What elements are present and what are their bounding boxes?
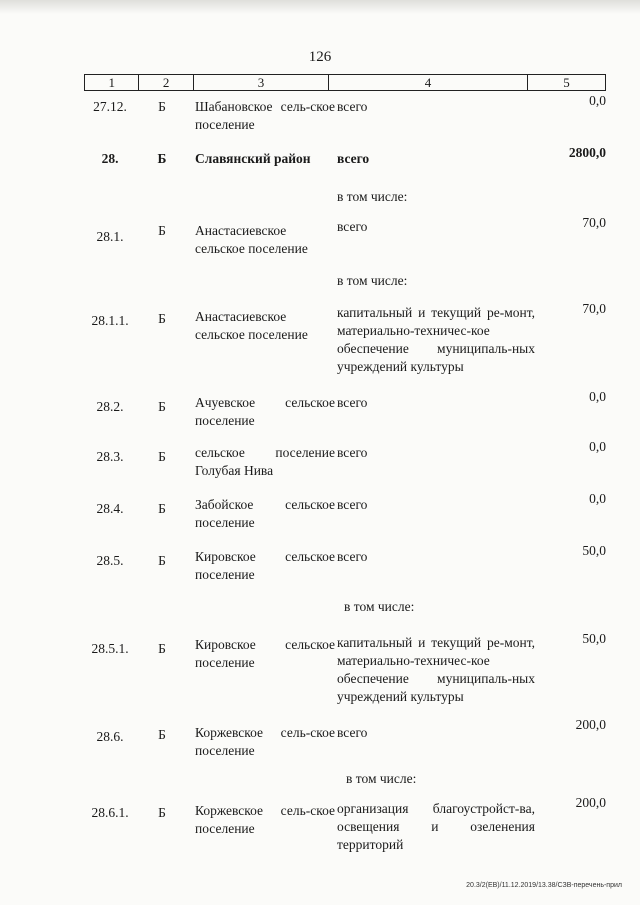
row-amount: 0,0 (589, 491, 606, 506)
subtitle: в том числе: (344, 599, 415, 614)
row-amount: 0,0 (589, 439, 606, 454)
row-code: Б (158, 805, 166, 820)
row-purpose: всего (337, 151, 370, 166)
row-purpose: всего (337, 219, 368, 234)
scan-edge (0, 0, 640, 14)
row-code: Б (158, 727, 166, 742)
row-amount: 2800,0 (568, 145, 606, 160)
row-number: 28.6. (96, 729, 124, 744)
row-name: Ачуевское сельское поселение (195, 395, 335, 428)
column-header-2: 2 (139, 75, 193, 91)
row-purpose: всего (337, 445, 368, 460)
footer-code: 20.3/2(ЕВ)/11.12.2019/13.38/СЗВ-перечень-прил (466, 882, 622, 889)
subtitle: в том числе: (346, 771, 417, 786)
row-code: Б (158, 223, 166, 238)
row-code: Б (158, 641, 166, 656)
row-number: 28.1.1. (91, 313, 129, 328)
header-divider (84, 90, 606, 91)
row-name: Забойское сельское поселение (195, 497, 335, 530)
row-code: Б (158, 399, 166, 414)
column-header-5: 5 (563, 75, 570, 90)
row-amount: 70,0 (582, 301, 606, 316)
row-code: Б (157, 151, 167, 166)
row-name: Анастасиевское сельское поселение (195, 309, 308, 342)
row-amount: 70,0 (582, 215, 606, 230)
row-number: 28.1. (96, 229, 124, 244)
row-amount: 200,0 (575, 717, 606, 732)
row-amount: 200,0 (575, 795, 606, 810)
row-purpose: капитальный и текущий ре-монт, материально-техничес-кое обеспечение муниципаль-ных учреждений культуры (337, 635, 535, 704)
row-number: 27.12. (93, 99, 127, 114)
row-number: 28. (101, 151, 119, 166)
row-purpose: организация благоустройст-ва, освещения и озеленения территорий (337, 801, 535, 852)
row-number: 28.4. (96, 501, 124, 516)
row-number: 28.5.1. (91, 641, 129, 656)
row-purpose: капитальный и текущий ре-монт, материально-техничес-кое обеспечение муниципаль-ных учреждений культуры (337, 305, 535, 374)
row-name: Коржевское сель-ское поселение (195, 725, 335, 758)
row-name: Анастасиевское сельское поселение (195, 223, 308, 256)
row-number: 28.2. (96, 399, 124, 414)
subtitle: в том числе: (337, 189, 408, 204)
row-purpose: всего (337, 549, 368, 564)
table-header (84, 74, 606, 91)
row-amount: 0,0 (589, 389, 606, 404)
row-number: 28.5. (96, 553, 124, 568)
row-name: Кировское сельское поселение (195, 549, 335, 582)
column-header-3: 3 (194, 75, 329, 91)
row-purpose: всего (337, 395, 368, 410)
row-purpose: всего (337, 99, 368, 114)
row-amount: 50,0 (582, 543, 606, 558)
page-number: 126 (308, 49, 332, 65)
column-header-4: 4 (329, 75, 528, 91)
row-purpose: всего (337, 725, 368, 740)
row-name: Шабановское сель-ское поселение (195, 99, 335, 132)
row-code: Б (158, 501, 166, 516)
row-code: Б (158, 449, 166, 464)
column-header-1: 1 (85, 75, 139, 91)
row-number: 28.6.1. (91, 805, 129, 820)
row-name: сельское поселение Голубая Нива (195, 445, 335, 478)
row-name: Славянский район (195, 151, 311, 166)
row-number: 28.3. (96, 449, 124, 464)
row-amount: 50,0 (582, 631, 606, 646)
row-code: Б (158, 311, 166, 326)
row-code: Б (158, 99, 166, 114)
row-name: Кировское сельское поселение (195, 637, 335, 670)
row-code: Б (158, 553, 166, 568)
row-name: Коржевское сель-ское поселение (195, 803, 335, 836)
subtitle: в том числе: (337, 273, 408, 288)
row-purpose: всего (337, 497, 368, 512)
row-amount: 0,0 (589, 93, 606, 108)
